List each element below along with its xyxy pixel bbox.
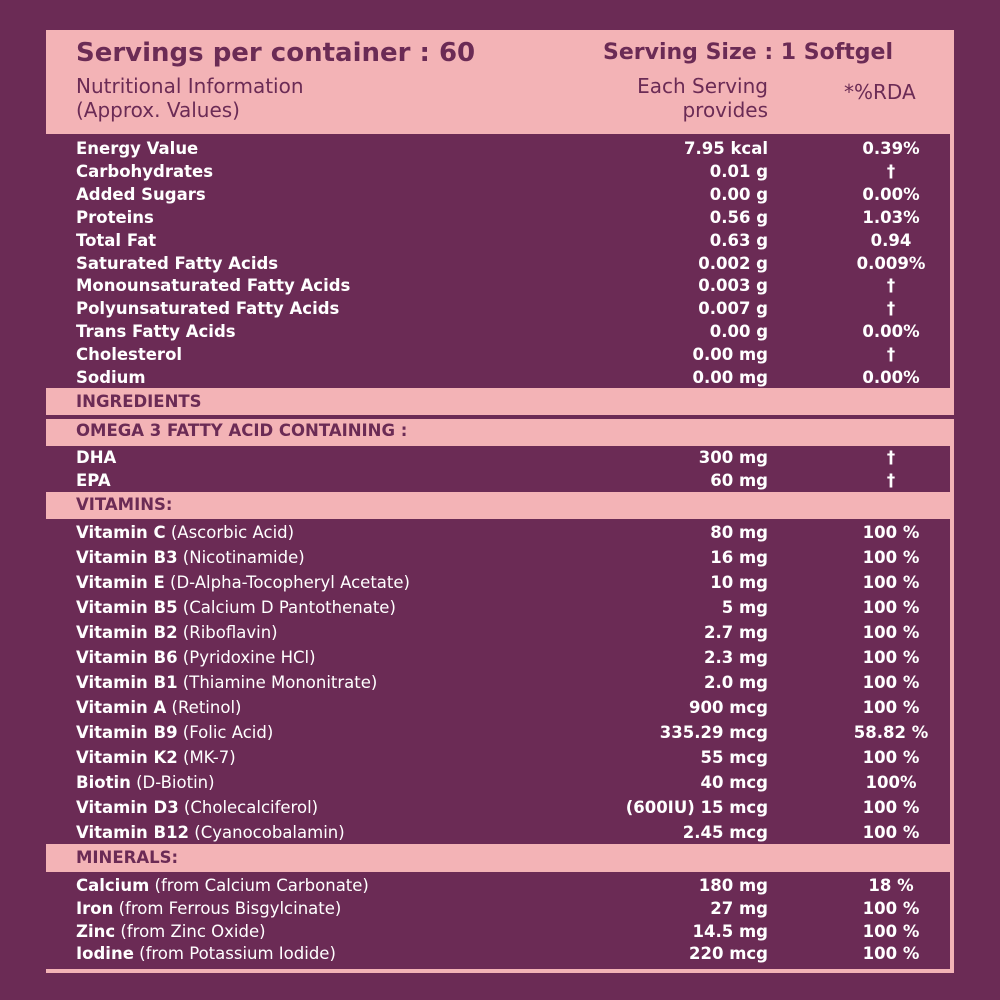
nutrient-label: Vitamin B3 — [76, 548, 178, 567]
nutrition-row — [46, 252, 950, 275]
nutrient-source: (from Zinc Oxide) — [115, 921, 266, 941]
nutrient-source: (Folic Acid) — [177, 723, 274, 742]
amount-per-serving: 80 mg — [710, 523, 768, 542]
rda-percent: † — [886, 276, 896, 296]
nutrition-row — [46, 160, 950, 183]
minerals-block — [46, 870, 950, 969]
nutrition-row — [46, 274, 950, 297]
vitamins-row — [46, 596, 950, 619]
nutrient-name — [76, 746, 236, 769]
nutrient-source: (from Calcium Carbonate) — [149, 876, 369, 895]
rda-percent: 100 % — [862, 698, 920, 717]
vitamins-row — [46, 746, 950, 769]
amount-per-serving: 60 mg — [710, 471, 768, 490]
rda-percent: † — [886, 471, 896, 490]
servings-per-container: Servings per container : 60 — [76, 38, 476, 68]
nutrient-label: Iodine — [76, 944, 134, 964]
nutrient-name — [76, 596, 396, 619]
rda-percent: 18 % — [868, 876, 914, 895]
nutrient-source: (Ascorbic Acid) — [165, 523, 295, 542]
nutrient-label: Vitamin B6 — [76, 648, 178, 667]
amount-per-serving: 2.45 mcg — [682, 823, 768, 842]
vitamins-heading: VITAMINS: — [76, 495, 173, 514]
nutrient-label: Vitamin B5 — [76, 598, 178, 617]
vitamins-row — [46, 671, 950, 694]
vitamins-row — [46, 796, 950, 819]
amount-per-serving: 0.63 g — [709, 230, 768, 250]
nutrition-facts-block — [46, 132, 950, 388]
minerals-row — [46, 942, 950, 965]
rda-percent: 1.03% — [862, 207, 920, 227]
vitamins-row — [46, 571, 950, 594]
rda-percent: 100 % — [862, 673, 920, 692]
nutrient-label: Biotin — [76, 773, 131, 792]
amount-per-serving: 0.00 g — [709, 322, 768, 342]
nutrient-source: (Cholecalciferol) — [178, 798, 319, 817]
each-serving-heading — [562, 74, 768, 122]
amount-per-serving: 0.007 g — [698, 299, 768, 319]
nutritional-line-1: Nutritional Information — [76, 74, 304, 98]
rda-percent: † — [886, 448, 896, 467]
rda-percent: 0.39% — [862, 139, 920, 158]
amount-per-serving: 0.01 g — [709, 161, 768, 181]
nutrient-name — [76, 671, 377, 694]
amount-per-serving: 27 mg — [710, 898, 768, 918]
amount-per-serving: 0.003 g — [698, 276, 768, 296]
section-divider — [46, 415, 954, 419]
nutrition-row — [46, 183, 950, 206]
amount-per-serving: 2.3 mg — [704, 648, 768, 667]
nutrition-row — [46, 366, 950, 389]
nutrient-name — [76, 546, 305, 569]
nutrient-label: Vitamin C — [76, 523, 166, 542]
nutrient-source: (Pyridoxine HCl) — [177, 648, 316, 667]
omega-row — [46, 469, 950, 492]
nutrient-name: Saturated Fatty Acids — [76, 253, 279, 273]
amount-per-serving: 0.00 g — [709, 184, 768, 204]
rda-percent: 100 % — [862, 598, 920, 617]
omega-heading: OMEGA 3 FATTY ACID CONTAINING : — [76, 421, 408, 440]
rda-percent: 100 % — [862, 798, 920, 817]
nutrient-label: Vitamin E — [76, 573, 165, 592]
nutrient-name — [76, 821, 345, 844]
amount-per-serving: 55 mcg — [700, 748, 768, 767]
nutrient-name — [76, 920, 266, 943]
serving-size: Serving Size : 1 Softgel — [603, 40, 894, 65]
rda-percent: 100 % — [862, 573, 920, 592]
nutrient-source: (D-Alpha-Tocopheryl Acetate) — [164, 573, 410, 592]
nutrition-row — [46, 137, 950, 160]
nutrition-row — [46, 206, 950, 229]
nutrient-source: (from Ferrous Bisgylcinate) — [113, 898, 342, 918]
nutrient-name: Polyunsaturated Fatty Acids — [76, 299, 340, 319]
amount-per-serving: 180 mg — [698, 876, 768, 895]
rda-percent: 100 % — [862, 944, 920, 964]
omega-block — [46, 444, 950, 492]
nutrient-source: (from Potassium Iodide) — [133, 944, 336, 964]
amount-per-serving: 220 mcg — [689, 944, 768, 964]
amount-per-serving: (600IU) 15 mcg — [625, 798, 768, 817]
nutrient-name: Proteins — [76, 207, 154, 227]
vitamins-row — [46, 546, 950, 569]
nutrition-row — [46, 229, 950, 252]
amount-per-serving: 0.00 mg — [692, 368, 768, 387]
vitamins-row — [46, 771, 950, 794]
nutrient-name — [76, 521, 294, 544]
ingredients-heading: INGREDIENTS — [76, 392, 202, 411]
amount-per-serving: 40 mcg — [700, 773, 768, 792]
nutritional-line-2: (Approx. Values) — [76, 98, 240, 122]
nutrient-label: Vitamin B12 — [76, 823, 190, 842]
nutrient-label: Zinc — [76, 921, 116, 941]
minerals-heading: MINERALS: — [76, 848, 179, 867]
rda-percent: 0.00% — [862, 322, 920, 342]
nutritional-information-heading — [76, 74, 304, 122]
vitamins-row — [46, 821, 950, 844]
label-header — [46, 30, 954, 128]
amount-per-serving: 0.56 g — [709, 207, 768, 227]
nutrition-label-panel — [46, 30, 954, 973]
nutrition-row — [46, 320, 950, 343]
each-serving-line-1: Each Serving — [637, 74, 768, 98]
nutrient-label: Vitamin D3 — [76, 798, 179, 817]
nutrient-name: Energy Value — [76, 139, 199, 158]
vitamins-row — [46, 721, 950, 744]
nutrient-name: Cholesterol — [76, 345, 183, 365]
nutrient-label: Iron — [76, 898, 114, 918]
rda-percent: 0.94 — [870, 230, 912, 250]
nutrient-name — [76, 646, 316, 669]
amount-per-serving: 900 mcg — [689, 698, 768, 717]
nutrient-source: (Calcium D Pantothenate) — [177, 598, 396, 617]
rda-percent: 100 % — [862, 648, 920, 667]
nutrient-label: Vitamin B1 — [76, 673, 178, 692]
rda-percent: 100 % — [862, 748, 920, 767]
amount-per-serving: 2.7 mg — [704, 623, 768, 642]
nutrient-label: Calcium — [76, 876, 150, 895]
rda-percent: 100 % — [862, 823, 920, 842]
nutrient-name: Sodium — [76, 368, 146, 387]
nutrient-name — [76, 942, 336, 965]
rda-percent: 100 % — [862, 898, 920, 918]
nutrient-name — [76, 621, 278, 644]
nutrient-label: Vitamin A — [76, 698, 167, 717]
nutrient-name: DHA — [76, 448, 117, 467]
minerals-row — [46, 897, 950, 920]
rda-percent: 0.00% — [862, 368, 920, 387]
rda-percent: 100 % — [862, 523, 920, 542]
nutrient-source: (Cyanocobalamin) — [189, 823, 345, 842]
rda-percent: 100 % — [862, 921, 920, 941]
nutrient-name: Trans Fatty Acids — [76, 322, 236, 342]
rda-percent: † — [886, 161, 896, 181]
amount-per-serving: 2.0 mg — [704, 673, 768, 692]
vitamins-row — [46, 521, 950, 544]
rda-percent: † — [886, 299, 896, 319]
rda-percent: 0.009% — [856, 253, 926, 273]
vitamins-row — [46, 621, 950, 644]
nutrient-source: (Riboflavin) — [177, 623, 278, 642]
rda-percent: † — [886, 345, 896, 365]
amount-per-serving: 10 mg — [710, 573, 768, 592]
rda-heading: *%RDA — [844, 80, 916, 104]
rda-percent: 100% — [865, 773, 917, 792]
rda-percent: 100 % — [862, 623, 920, 642]
nutrient-name — [76, 571, 410, 594]
nutrient-source: (Thiamine Mononitrate) — [177, 673, 378, 692]
nutrient-label: Vitamin K2 — [76, 748, 178, 767]
amount-per-serving: 300 mg — [698, 448, 768, 467]
amount-per-serving: 335.29 mcg — [659, 723, 768, 742]
nutrient-source: (Retinol) — [166, 698, 242, 717]
amount-per-serving: 16 mg — [710, 548, 768, 567]
nutrient-source: (MK-7) — [177, 748, 236, 767]
nutrient-name — [76, 771, 215, 794]
nutrient-name — [76, 696, 241, 719]
nutrition-row — [46, 297, 950, 320]
nutrient-name — [76, 874, 369, 897]
amount-per-serving: 5 mg — [721, 598, 768, 617]
rda-percent: 58.82 % — [853, 723, 929, 742]
nutrient-name — [76, 796, 318, 819]
nutrient-label: Vitamin B9 — [76, 723, 178, 742]
rda-percent: 100 % — [862, 548, 920, 567]
nutrient-name: Carbohydrates — [76, 161, 214, 181]
nutrition-row — [46, 343, 950, 366]
nutrient-name — [76, 721, 273, 744]
nutrient-name — [76, 897, 341, 920]
amount-per-serving: 14.5 mg — [692, 921, 768, 941]
amount-per-serving: 0.002 g — [698, 253, 768, 273]
omega-row — [46, 446, 950, 469]
amount-per-serving: 0.00 mg — [692, 345, 768, 365]
vitamins-row — [46, 696, 950, 719]
nutrient-label: Vitamin B2 — [76, 623, 178, 642]
nutrient-name: Total Fat — [76, 230, 157, 250]
amount-per-serving: 7.95 kcal — [684, 139, 768, 158]
nutrient-source: (Nicotinamide) — [177, 548, 305, 567]
minerals-row — [46, 874, 950, 897]
rda-percent: 0.00% — [862, 184, 920, 204]
vitamins-row — [46, 646, 950, 669]
nutrient-source: (D-Biotin) — [130, 773, 215, 792]
each-serving-line-2: provides — [682, 98, 768, 122]
minerals-row — [46, 920, 950, 943]
vitamins-block — [46, 517, 950, 844]
nutrient-name: Monounsaturated Fatty Acids — [76, 276, 351, 296]
nutrient-name: Added Sugars — [76, 184, 206, 204]
nutrient-name: EPA — [76, 471, 111, 490]
